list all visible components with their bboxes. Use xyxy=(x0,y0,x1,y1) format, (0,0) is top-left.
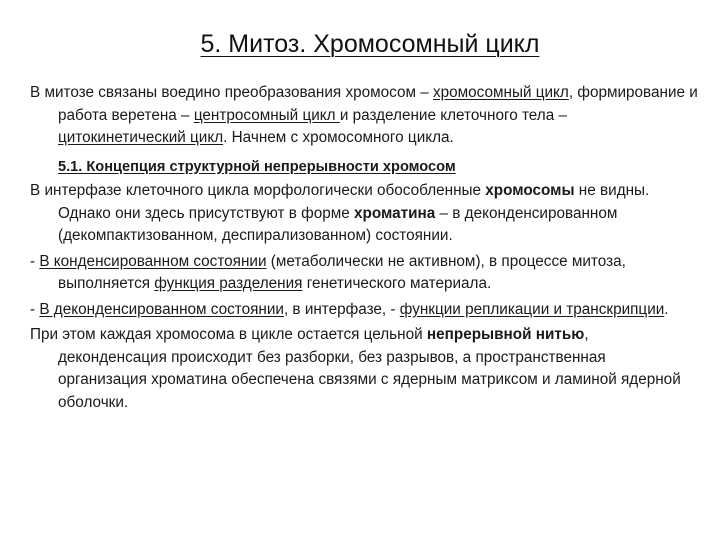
condensed-state-paragraph xyxy=(30,251,698,296)
section-subheading: 5.1. Концепция структурной непрерывности хромосом xyxy=(58,158,456,175)
cytokinetic-cycle-term: цитокинетический цикл xyxy=(58,129,224,146)
continuity-paragraph xyxy=(30,324,698,414)
interphase-text-1: В интерфазе клеточного цикла морфологически обособленные xyxy=(30,182,486,199)
chromosome-cycle-term: хромосомный цикл xyxy=(432,84,569,101)
condensed-text-2: (метаболически не активном), в процессе митоза, выполняется xyxy=(58,252,626,292)
intro-text-2: , формирование и работа веретена – xyxy=(58,84,698,124)
centrosome-cycle-term: центросомный цикл xyxy=(193,106,340,124)
condensed-state-term: В конденсированном состоянии xyxy=(39,252,267,270)
condensed-text-3: генетического материала. xyxy=(302,275,492,292)
slide-title xyxy=(0,27,720,61)
separation-function-term: функция разделения xyxy=(154,275,303,292)
decondensed-text-1: - xyxy=(30,300,40,318)
decondensed-state-paragraph xyxy=(30,299,698,322)
continuity-text-2: , деконденсация происходит без разборки, без разрывов, а пространственная организация хроматина обеспечена связями с ядерным матриксом и ламиной ядерной оболочки. xyxy=(58,326,681,411)
replication-transcription-term: функции репликации и транскрипции xyxy=(399,300,665,318)
interphase-text-3: – в деконденсированном (декомпактизованном, деспирализованном) состоянии. xyxy=(58,204,618,244)
continuity-text-1: При этом каждая хромосома в цикле остается цельной xyxy=(30,326,427,343)
decondensed-text-3: . xyxy=(664,300,669,318)
condensed-text-1: - xyxy=(30,252,40,270)
intro-text-4: . Начнем с хромосомного цикла. xyxy=(223,129,454,146)
interphase-paragraph xyxy=(30,180,698,248)
slide-title-text: 5. Митоз. Хромосомный цикл xyxy=(200,30,540,58)
intro-paragraph xyxy=(30,82,698,150)
decondensed-text-2: , в интерфазе, - xyxy=(283,300,400,318)
intro-text-3: и разделение клеточного тела – xyxy=(339,106,567,124)
slide-body xyxy=(30,82,698,417)
chromosomes-term: хромосомы xyxy=(485,182,575,199)
continuous-thread-term: непрерывной нитью xyxy=(426,326,585,343)
decondensed-state-term: В деконденсированном состоянии xyxy=(39,300,284,318)
interphase-text-2: не видны. Однако они здесь присутствуют в форме xyxy=(58,182,650,222)
intro-text-1: В митозе связаны воедино преобразования хромосом – xyxy=(30,84,433,101)
chromatin-term: хроматина xyxy=(354,204,436,222)
